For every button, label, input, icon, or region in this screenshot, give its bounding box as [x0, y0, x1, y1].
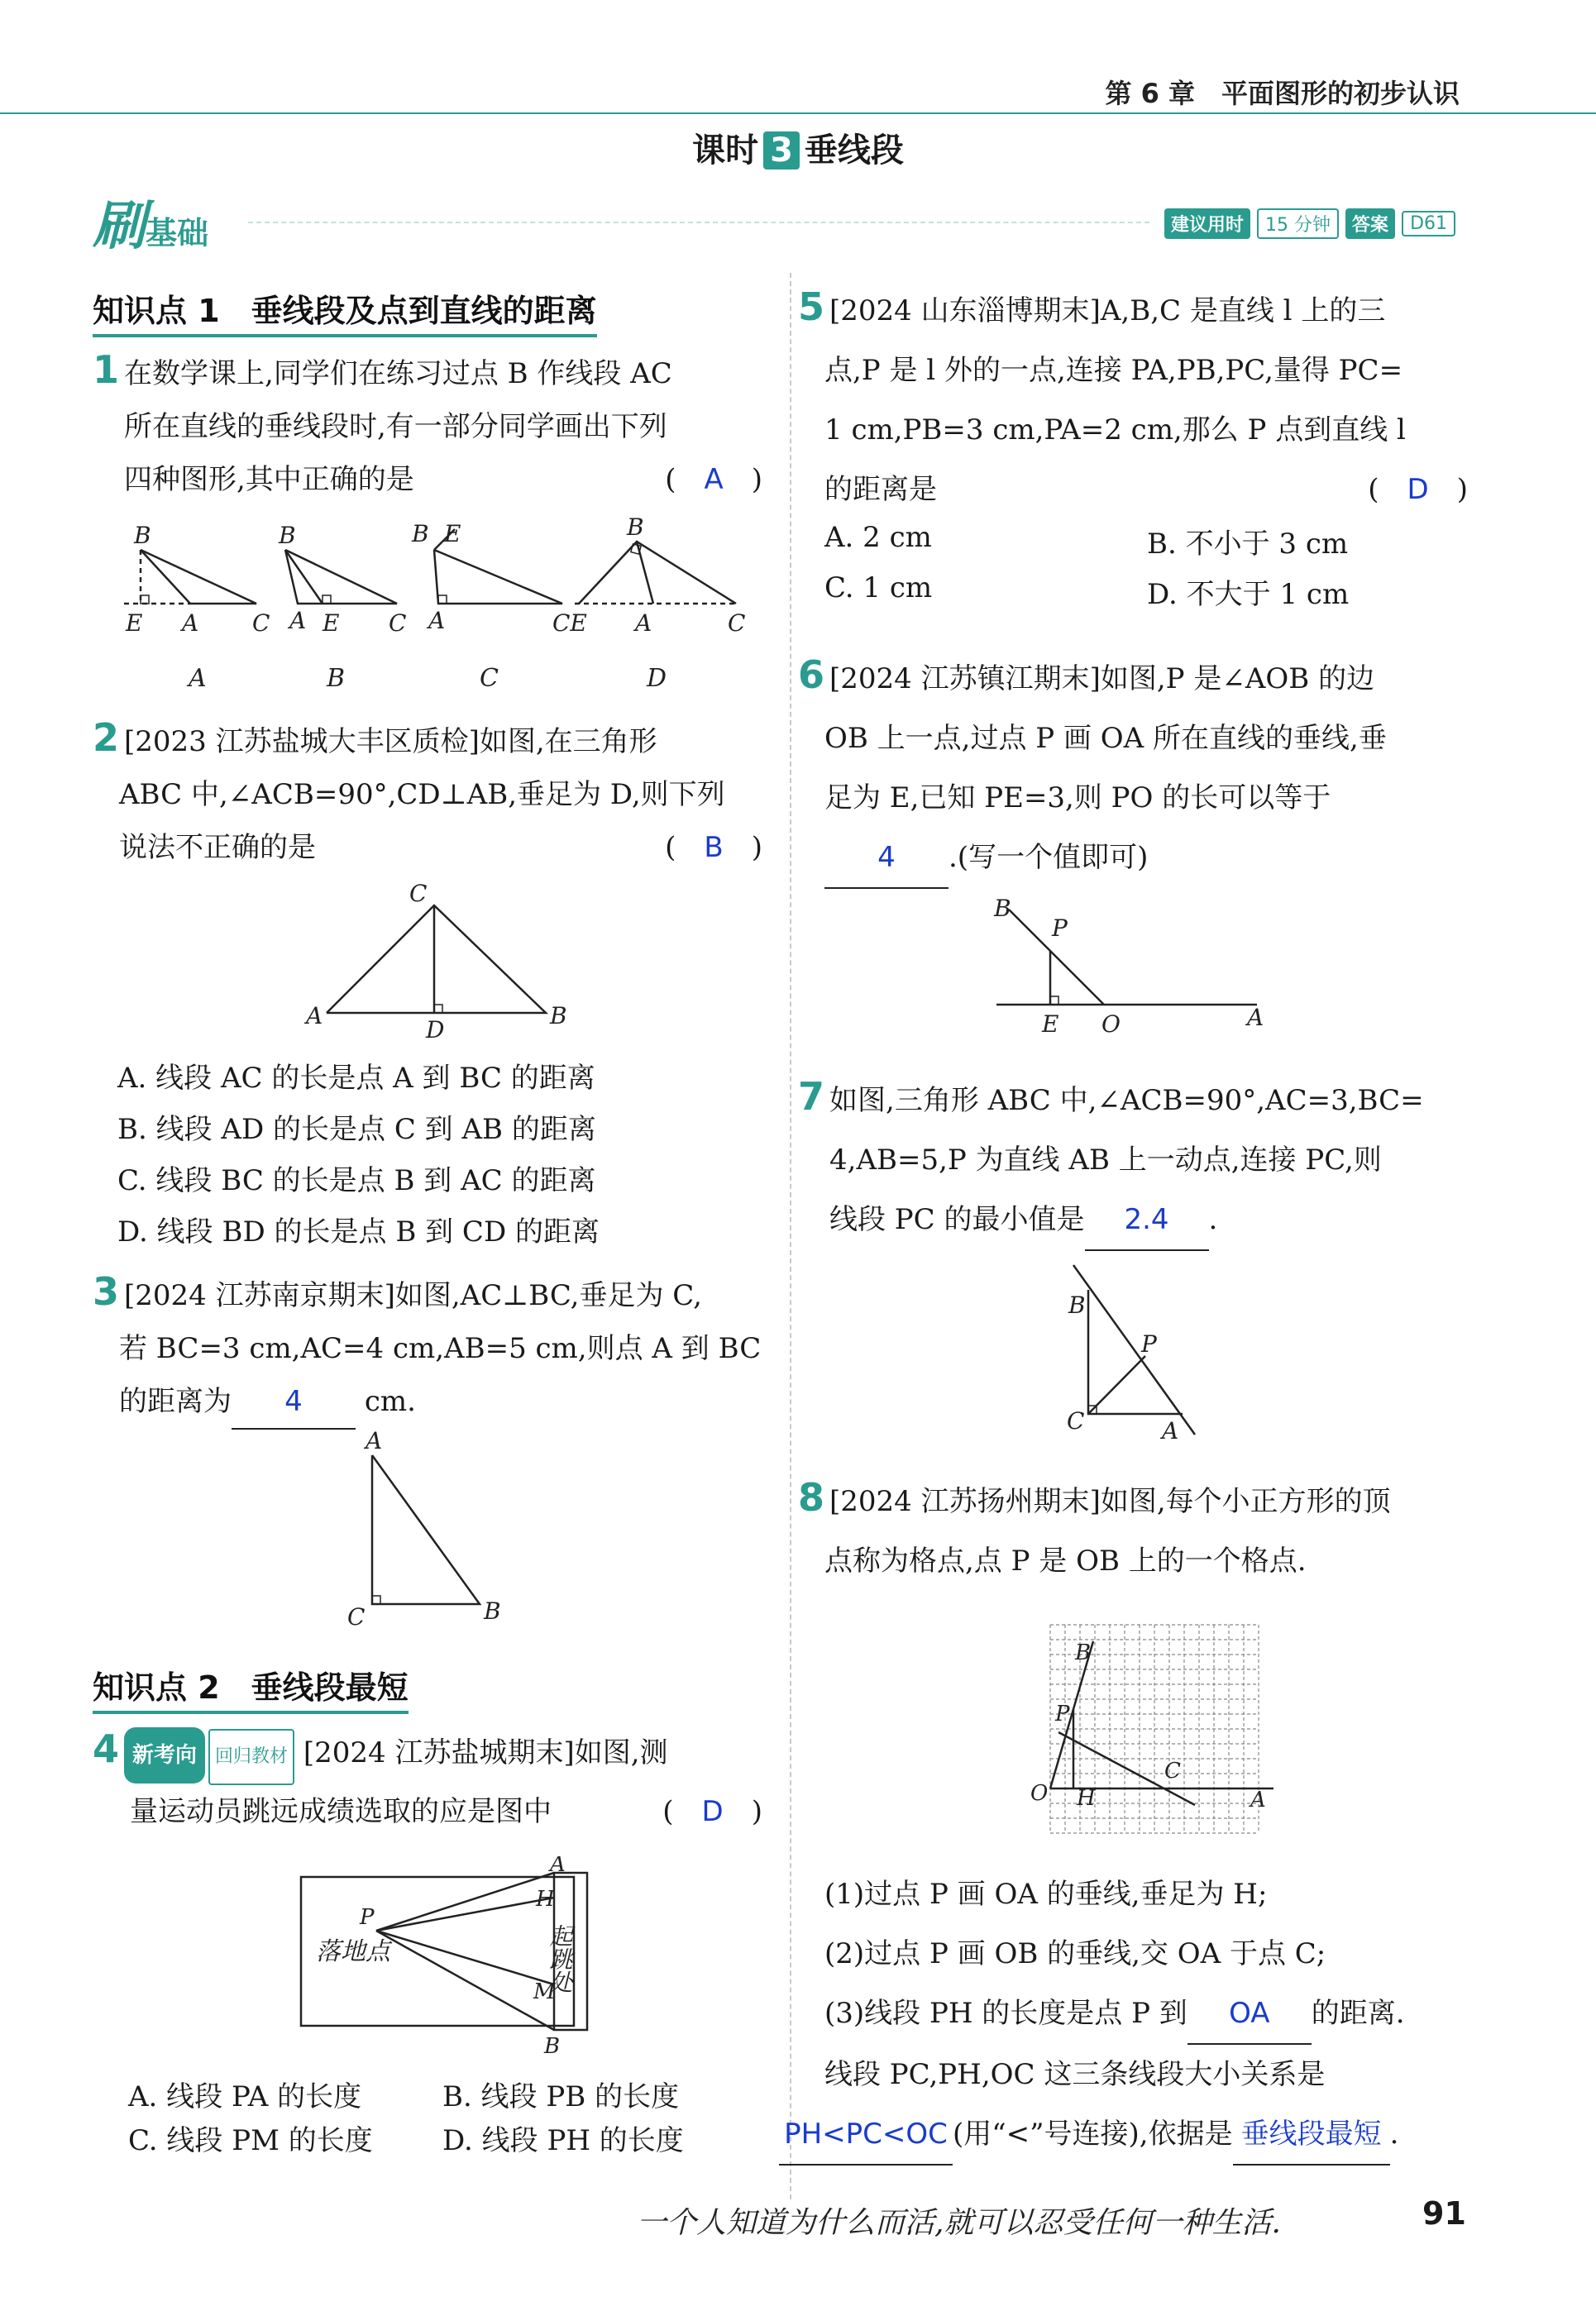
brush-big: 刷	[93, 196, 146, 257]
q8-subquestions	[784, 1865, 1478, 2166]
svg-text:A: A	[635, 609, 652, 637]
q4-line2: 量运动员跳远成绩选取的应是图中	[130, 1795, 552, 1828]
q8-sub1: (1)过点 P 画 OA 的垂线,垂足为 H;	[824, 1878, 1268, 1911]
svg-text:E: E	[126, 609, 143, 637]
q2-answer-bracket: ( B )	[665, 831, 762, 864]
answer-page: D61	[1402, 211, 1455, 236]
footer-motto: 一个人知道为什么而活,就可以忍受任何一种生活.	[637, 2206, 1281, 2240]
q1-label-b: B	[327, 664, 346, 693]
q8-sub3a: (3)线段 PH 的长度是点 P 到	[824, 1997, 1187, 2030]
svg-text:C: C	[389, 609, 407, 637]
q8-line1: [2024 江苏扬州期末]如图,每个小正方形的顶	[829, 1485, 1391, 1518]
q6-line4: .(写一个值即可)	[949, 841, 1149, 874]
q6-figure	[984, 893, 1282, 1042]
q1-line1: 在数学课上,同学们在练习过点 B 作线段 AC	[124, 357, 672, 390]
q4-line-pm	[376, 1931, 554, 1984]
q5-line1: [2024 山东淄博期末]A,B,C 是直线 l 上的三	[829, 294, 1386, 327]
q4-number: 4	[93, 1726, 120, 1771]
q8-sub5-answer: PH<PC<OC	[779, 2104, 953, 2166]
q5-option-d: D. 不大于 1 cm	[1147, 578, 1350, 611]
svg-text:A: A	[550, 1856, 566, 1877]
q1-fig-b-rightangle	[323, 595, 331, 604]
svg-text:O: O	[1030, 1781, 1049, 1806]
svg-text:B: B	[484, 1597, 501, 1625]
svg-text:A: A	[428, 607, 446, 634]
q8-sub3b: 的距离.	[1311, 1997, 1405, 2030]
q8-line2: 点称为格点,点 P 是 OB 上的一个格点.	[824, 1545, 1307, 1578]
q6-line2: OB 上一点,过点 P 画 OA 所在直线的垂线,垂	[824, 722, 1387, 755]
q4-option-b: B. 线段 PB 的长度	[442, 2080, 680, 2113]
svg-text:C: C	[347, 1603, 366, 1631]
chapter-title: 第 6 章 平面图形的初步认识	[1105, 78, 1460, 109]
q2-rightangle-d	[434, 1005, 442, 1013]
question-5	[798, 277, 1468, 519]
section-divider	[248, 222, 1149, 223]
svg-text:P: P	[1052, 914, 1068, 942]
q3-line1: [2024 江苏南京期末]如图,AC⊥BC,垂足为 C,	[124, 1279, 702, 1312]
q1-answer: A	[704, 463, 724, 496]
svg-text:B: B	[544, 2034, 561, 2059]
svg-text:E: E	[323, 609, 340, 637]
svg-text:A: A	[182, 609, 199, 637]
q8-sub2: (2)过点 P 画 OB 的垂线,交 OA 于点 C;	[824, 1937, 1326, 1970]
q1-fig-a-triangle	[141, 550, 256, 604]
svg-text:B: B	[412, 520, 429, 547]
svg-text:C: C	[728, 609, 746, 637]
svg-text:H: H	[536, 1887, 555, 1912]
svg-text:B: B	[994, 895, 1011, 922]
q1-fig-c-rightangle	[438, 595, 447, 604]
svg-text:A: A	[1162, 1417, 1179, 1445]
q7-line1: 如图,三角形 ABC 中,∠ACB=90°,AC=3,BC=	[829, 1084, 1424, 1117]
svg-text:A: A	[366, 1430, 383, 1454]
q6-answer: 4	[824, 828, 949, 889]
svg-text:E: E	[444, 520, 461, 547]
svg-text:C: C	[409, 880, 428, 907]
svg-text:B: B	[627, 513, 644, 541]
q2-figure	[298, 876, 595, 1042]
q5-option-b: B. 不小于 3 cm	[1147, 528, 1349, 561]
q8-sub3-answer: OA	[1187, 1984, 1312, 2045]
question-3	[93, 1265, 762, 1430]
q4-takeoff-label: 起跳处	[546, 1924, 574, 1994]
q5-option-a: A. 2 cm	[824, 521, 932, 554]
q6-line3: 足为 E,已知 PE=3,则 PO 的长可以等于	[824, 781, 1331, 814]
q2-number: 2	[93, 715, 120, 760]
q1-fig-c-triangle	[434, 550, 562, 604]
svg-text:H: H	[1077, 1786, 1096, 1811]
q8-sub4: 线段 PC,PH,OC 这三条线段大小关系是	[824, 2058, 1326, 2091]
svg-text:E: E	[1042, 1010, 1059, 1038]
question-8	[798, 1468, 1468, 1591]
time-info	[1164, 208, 1455, 239]
svg-text:C: C	[252, 609, 270, 637]
q4-answer: D	[701, 1795, 724, 1828]
question-1	[93, 343, 762, 506]
q7-number: 7	[798, 1074, 825, 1119]
q5-answer: D	[1407, 473, 1429, 506]
q7-line2: 4,AB=5,P 为直线 AB 上一动点,连接 PC,则	[829, 1144, 1382, 1177]
q3-line3b: cm.	[364, 1385, 416, 1418]
q4-answer-bracket: ( D )	[662, 1795, 762, 1828]
q8-sub5a: (用“<”号连接),依据是	[953, 2118, 1233, 2151]
svg-text:A: A	[306, 1002, 323, 1029]
q1-label-c: C	[480, 664, 499, 693]
q5-line2: 点,P 是 l 外的一点,连接 PA,PB,PC,量得 PC=	[824, 354, 1403, 387]
q1-fig-d-triangle	[579, 542, 736, 604]
answer-label: 答案	[1345, 208, 1395, 239]
q4-option-a: A. 线段 PA 的长度	[128, 2080, 362, 2113]
knowledge-point-2: 知识点 2 垂线段最短	[93, 1662, 409, 1714]
q8-sub5b: .	[1389, 2118, 1399, 2151]
q4-options	[128, 2074, 773, 2158]
q5-option-c: C. 1 cm	[824, 571, 933, 604]
q2-line1: [2023 江苏盐城大丰区质检]如图,在三角形	[124, 725, 657, 758]
question-6	[798, 645, 1468, 889]
page-number: 91	[1422, 2195, 1466, 2232]
q1-answer-bracket: ( A )	[665, 463, 762, 496]
knowledge-point-1: 知识点 1 垂线段及点到直线的距离	[93, 285, 597, 337]
q3-triangle	[372, 1455, 480, 1604]
svg-text:B: B	[550, 1002, 567, 1029]
q4-option-c: C. 线段 PM 的长度	[128, 2124, 373, 2157]
svg-text:P: P	[1141, 1330, 1157, 1358]
svg-text:M: M	[533, 1979, 556, 2004]
lesson-title	[0, 124, 1596, 171]
svg-text:O: O	[1101, 1010, 1121, 1038]
svg-text:B: B	[134, 522, 151, 549]
q2-option-a: A. 线段 AC 的长是点 A 到 BC 的距离	[117, 1062, 595, 1095]
svg-text:A: A	[289, 607, 307, 634]
q1-figures	[116, 509, 761, 715]
q3-line2: 若 BC=3 cm,AC=4 cm,AB=5 cm,则点 A 到 BC	[119, 1332, 762, 1365]
q3-line3a: 的距离为	[119, 1385, 232, 1418]
q1-line2: 所在直线的垂线段时,有一部分同学画出下列	[124, 410, 667, 443]
q5-line3: 1 cm,PB=3 cm,PA=2 cm,那么 P 点到直线 l	[824, 413, 1406, 446]
q6-rightangle	[1050, 996, 1058, 1005]
q1-number: 1	[93, 347, 120, 392]
svg-text:C: C	[1067, 1407, 1085, 1435]
brush-small: 基础	[146, 215, 209, 251]
svg-text:B: B	[1068, 1292, 1086, 1319]
q2-triangle	[327, 905, 546, 1013]
q3-answer: 4	[232, 1375, 356, 1430]
header-divider	[0, 112, 1596, 114]
svg-text:CE: CE	[552, 609, 587, 637]
q7-line3b: .	[1208, 1203, 1218, 1236]
q6-number: 6	[798, 652, 825, 697]
q4-badge-new: 新考向	[124, 1727, 205, 1784]
q5-line4: 的距离是	[824, 473, 937, 506]
svg-text:B: B	[1075, 1640, 1092, 1665]
svg-text:P: P	[360, 1905, 375, 1930]
q3-figure	[331, 1430, 529, 1637]
q2-option-c: C. 线段 BC 的长是点 B 到 AC 的距离	[117, 1164, 596, 1197]
q1-label-a: A	[189, 664, 207, 693]
lesson-name: 垂线段	[804, 131, 904, 170]
question-2	[93, 711, 762, 874]
q4-line1: [2024 江苏盐城期末]如图,测	[303, 1736, 668, 1769]
column-separator	[790, 273, 791, 2199]
time-value: 15 分钟	[1257, 208, 1339, 239]
q8-figure	[1025, 1608, 1273, 1856]
q3-number: 3	[93, 1269, 120, 1314]
q8-sub5-answer2: 垂线段最短	[1233, 2104, 1390, 2166]
q7-figure	[1058, 1257, 1224, 1447]
q4-figure	[281, 1856, 612, 2063]
q5-options	[824, 521, 1469, 612]
q2-options	[117, 1053, 600, 1258]
q5-answer-bracket: ( D )	[1368, 473, 1468, 506]
svg-text:A: A	[1247, 1004, 1264, 1031]
q6-line1: [2024 江苏镇江期末]如图,P 是∠AOB 的边	[829, 662, 1375, 695]
q2-line3: 说法不正确的是	[119, 831, 316, 864]
q1-fig-b-triangle	[285, 550, 397, 604]
q1-label-d: D	[647, 664, 667, 693]
question-4	[93, 1722, 762, 1838]
svg-text:C: C	[1164, 1759, 1181, 1784]
q3-rightangle	[372, 1596, 380, 1604]
q4-option-d: D. 线段 PH 的长度	[442, 2124, 684, 2157]
q2-option-b: B. 线段 AD 的长是点 C 到 AB 的距离	[117, 1113, 596, 1146]
lesson-prefix: 课时	[692, 131, 759, 170]
q8-number: 8	[798, 1475, 825, 1520]
q4-badge-textbook: 回归教材	[208, 1729, 294, 1785]
q1-fig-a-rightangle	[141, 595, 149, 604]
section-logo	[93, 184, 208, 260]
q2-answer: B	[704, 831, 724, 864]
q5-number: 5	[798, 284, 825, 329]
lesson-number: 3	[763, 131, 800, 170]
q2-option-d: D. 线段 BD 的长是点 B 到 CD 的距离	[117, 1215, 600, 1249]
q2-line2: ABC 中,∠ACB=90°,CD⊥AB,垂足为 D,则下列	[119, 778, 725, 811]
svg-text:B: B	[279, 522, 296, 549]
svg-text:D: D	[426, 1016, 445, 1042]
svg-text:P: P	[1055, 1702, 1070, 1726]
q7-line3a: 线段 PC 的最小值是	[829, 1203, 1085, 1236]
q1-line3: 四种图形,其中正确的是	[124, 463, 414, 496]
question-7	[798, 1067, 1468, 1251]
time-label: 建议用时	[1164, 208, 1250, 239]
q7-answer: 2.4	[1085, 1190, 1209, 1251]
svg-text:A: A	[1250, 1788, 1266, 1812]
q4-landing-label: 落地点	[316, 1937, 390, 1966]
q4-line-pb	[376, 1931, 554, 2030]
